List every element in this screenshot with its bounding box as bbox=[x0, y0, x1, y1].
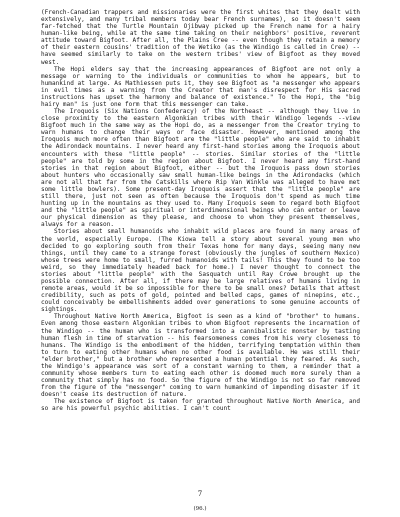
paragraph-5: Throughout Native North America, Bigfoot is seen as a kind of "brother" to humans. Even among those eastern Algonkian tribes to whom Bigfoot represents the incarnation of the Windigo -- the human who is transformed into a cannibalistic monster by tasting human flesh in time of starvation -- his fearsomeness comes from his very closeness to humans. The Windigo is the embodiment of the hidden, terrifying temptation within them to turn to eating other humans when no other food is available. He was still their "elder brother," but a brother who represented a human potential they feared. As such, the Windigo's appearance was sort of a constant warning to them, a reminder that a community whose members turn to eating each other is doomed much more surely than a community that simply has no food. So the figure of the Windigo is not so far removed from the figure of the "messenger" coming to warn humankind of impending disaster if it doesn't cease its destruction of nature. bbox=[41, 313, 360, 399]
footer-number: (96.) bbox=[193, 506, 207, 512]
paragraph-6: The existence of Bigfoot is taken for granted throughout Native North America, and so are his powerful psychic abilities. I can't count bbox=[41, 398, 360, 413]
body-text bbox=[41, 9, 360, 412]
paragraph-2: The Hopi elders say that the increasing appearances of Bigfoot are not only a message or warning to the individuals or communities to whom he appears, but to humankind at large. As Mathiessen puts it, they see Bigfoot as "a messenger who appears in evil times as a warning from the Creator that man's disrespect for His sacred instructions has upset the harmony and balance of existence." To the Hopi, the "big hairy man" is just one form that this messenger can take. bbox=[41, 65, 360, 109]
page-number: 7 bbox=[197, 490, 203, 498]
paragraph-3: The Iroquois (Six Nations Confederacy) of the Northeast -- although they live in close proximity to the eastern Algonkian tribes with their Windigo legends --view Bigfoot much in the same way as the Hopi do, as a messenger from the Creator trying to warn humans to change their ways or face disaster. However, mentioned among the Iroquois much more often than Bigfoot are the "little people" who are said to inhabit the Adirondack mountains. I never heard any first-hand stories among the Iroquois about encounters with these "little people" -- stories. Similar stories of the "little people" are told by some in the region about Bigfoot. I never heard any first-hand stories in that region about Bigfoot, either -- but the Iroquois pass down stories about hunters who occasionally saw small human-like beings in the Adirondacks (which are not all that far from the Catskills where Rip Van Winkle was alleged to have met some little bowlers). Some present-day Iroquois assert that the "little people" are still there, just not seen as often because the Iroquois don't spend as much time hunting up in the mountains as they used to. Many Iroquois seem to regard both Bigfoot and the "little people" as spiritual or interdimensional beings who can enter or leave our physical dimension as they please, and choose to whom they present themselves, always for a reason. bbox=[41, 108, 360, 229]
paragraph-1: (French-Canadian trappers and missionaries were the first whites that they dealt with extensively, and many tribal members today bear French surnames), so it doesn't seem far-fetched that the Turtle Mountain Ojibway picked up the French name for a hairy human-like being, while at the same time taking on their neighbors' positive, reverent attitude toward Bigfoot. After all, the Plains Cree -- even though they retain a memory of their eastern cousins' tradition of the Wetiko (as the Windigo is called in Cree) -- have seemed similarly to take on the western tribes' view of Bigfoot as they moved west. bbox=[41, 9, 360, 66]
paragraph-4: Stories about small humanoids who inhabit wild places are found in many areas of the world, especially Europe. (The Kiowa tell a story about several young men who decided to go exploring south from their Texas home for many days, seeing many new things, until they came to a strange forest (obviously the jungles of southern Mexico) whose trees were home to small, furred humanoids with tails! This they found to be too weird, so they immediately headed back for home.) I never thought to connect the stories about "little people" with the Sasquatch until Ray Crowe brought up the possible connection. After all, if there may be large relatives of humans living in remote areas, would it be so impossible for there to be small ones? Details that attest credibility, such as pots of gold, pointed and belled caps, games of ninepins, etc., could conceivably be embellishments added over generations to some genuine accounts of sightings. bbox=[41, 228, 360, 314]
